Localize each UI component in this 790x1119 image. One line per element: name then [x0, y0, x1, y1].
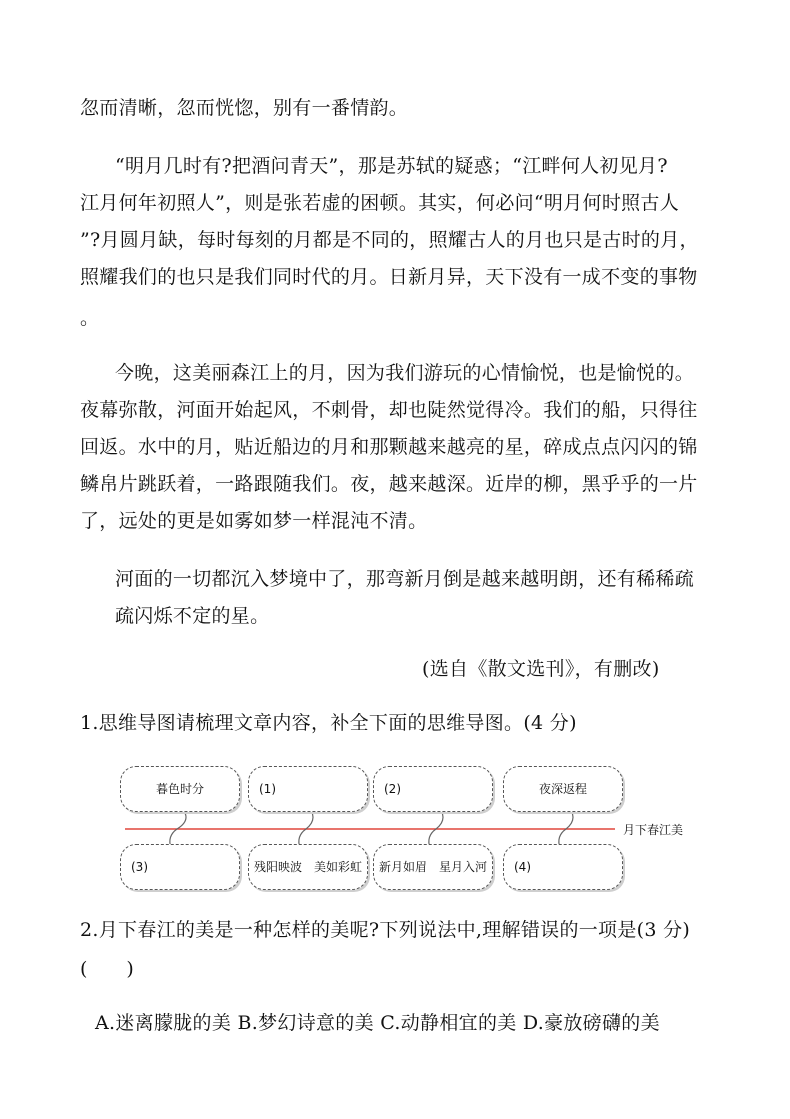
- mind-map-blank-2: (2): [373, 766, 493, 812]
- paragraph-line: 照耀我们的也只是我们同时代的月。日新月异，天下没有一成不变的事物: [80, 266, 698, 288]
- paragraph-line: ”?月圆月缺，每时每刻的月都是不同的，照耀古人的月也只是古时的月，: [80, 229, 699, 251]
- paragraph-line: 鳞帛片跳跃着，一路跟随我们。夜，越来越深。近岸的柳，黑乎乎的一片: [80, 473, 698, 495]
- paragraph-line: 忽而清晰，忽而恍惚，别有一番情韵。: [80, 97, 409, 119]
- question-2: 2.月下春江的美是一种怎样的美呢?下列说法中,理解错误的一项是(3 分): [80, 919, 691, 941]
- paragraph-line: “明月几时有?把酒问青天”，那是苏轼的疑惑；“江畔何人初见月?: [115, 155, 668, 177]
- mind-map-blank-4: (4): [503, 844, 623, 890]
- source-citation: (选自《散文选刊》，有删改): [422, 658, 660, 680]
- mind-map-node: 新月如眉 星月入河: [373, 844, 493, 890]
- question-1: 1.思维导图请梳理文章内容，补全下面的思维导图。(4 分): [80, 712, 577, 734]
- answer-bracket: ( ): [80, 958, 135, 980]
- paragraph-line: 今晚，这美丽森江上的月，因为我们游玩的心情愉悦，也是愉悦的。: [115, 362, 695, 384]
- paragraph-line: 夜幕弥散，河面开始起风，不刺骨，却也陡然觉得冷。我们的船，只得往: [80, 399, 698, 421]
- mind-map-blank-3: (3): [120, 844, 240, 890]
- paragraph-line: 回返。水中的月，贴近船边的月和那颗越来越亮的星，碎成点点闪闪的锦: [80, 436, 698, 458]
- mind-map-node: 残阳映波 美如彩虹: [248, 844, 368, 890]
- mind-map: [115, 760, 715, 894]
- paragraph-line: 。: [80, 307, 100, 329]
- paragraph-line: 河面的一切都沉入梦境中了，那弯新月倒是越来越明朗，还有稀稀疏: [115, 568, 695, 590]
- paragraph-line: 疏闪烁不定的星。: [115, 605, 270, 627]
- paragraph-line: 了，远处的更是如雾如梦一样混沌不清。: [80, 510, 428, 532]
- mind-map-node: 暮色时分: [120, 766, 240, 812]
- paragraph-line: 江月何年初照人”，则是张若虚的困顿。其实，何必问“明月何时照古人: [80, 192, 680, 214]
- mind-map-axis-label: 月下春江美: [623, 823, 684, 837]
- mind-map-node: 夜深返程: [503, 766, 623, 812]
- mind-map-blank-1: (1): [248, 766, 368, 812]
- answer-options: A.迷离朦胧的美 B.梦幻诗意的美 C.动静相宜的美 D.豪放磅礴的美: [95, 1012, 660, 1034]
